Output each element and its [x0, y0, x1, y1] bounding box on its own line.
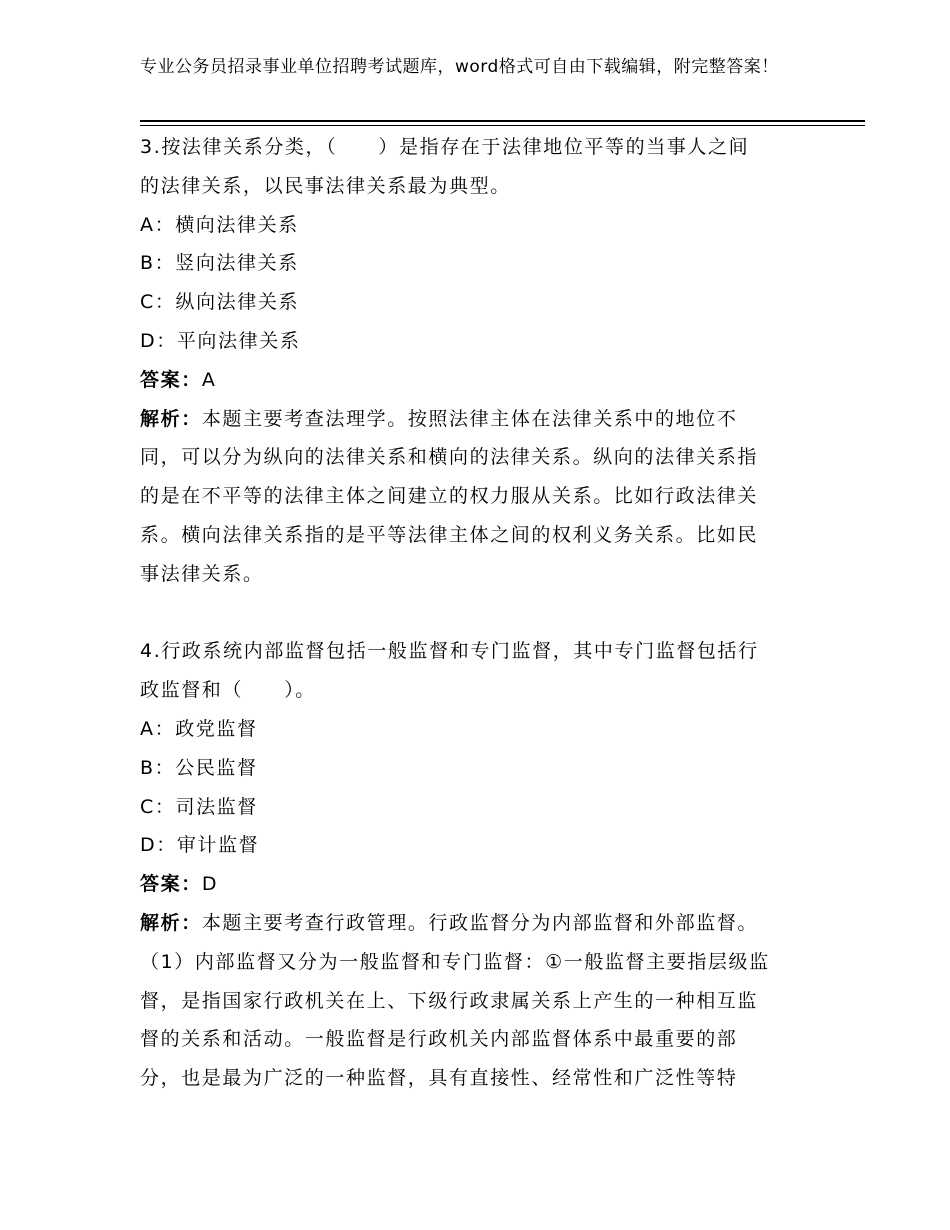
option-c: C：司法监督: [140, 795, 258, 818]
option-b: B：竖向法律关系: [140, 252, 299, 275]
question-3: [140, 128, 820, 594]
analysis-line: [140, 904, 820, 943]
header-text: 专业公务员招录事业单位招聘考试题库，word格式可自由下载编辑，附完整答案！: [140, 57, 779, 77]
answer-value: D: [201, 873, 219, 896]
question-content: [140, 128, 820, 1098]
analysis-line: 系。横向法律关系指的是平等法律主体之间的权利义务关系。比如民: [140, 523, 759, 546]
question-stem-line: 的法律关系，以民事法律关系最为典型。: [140, 174, 511, 197]
analysis-line: 督，是指国家行政机关在上、下级行政隶属关系上产生的一种相互监: [140, 989, 759, 1012]
analysis-line: 同，可以分为纵向的法律关系和横向的法律关系。纵向的法律关系指: [140, 446, 759, 469]
option-a: A：横向法律关系: [140, 213, 299, 236]
page-header: [140, 56, 790, 78]
analysis-line: 分，也是最为广泛的一种监督，具有直接性、经常性和广泛性等特: [140, 1067, 738, 1090]
analysis-line: 事法律关系。: [140, 562, 264, 585]
header-rule-thick: [140, 120, 865, 122]
option-d: D：平向法律关系: [140, 329, 301, 352]
question-stem-line: 政监督和（ ）。: [140, 679, 316, 702]
answer-line: [140, 865, 820, 904]
analysis-line: 督的关系和活动。一般监督是行政机关内部监督体系中最重要的部: [140, 1028, 738, 1051]
question-4: [140, 632, 820, 1098]
answer-label: 答案：: [140, 368, 202, 391]
answer-line: [140, 361, 820, 400]
option-b: B：公民监督: [140, 756, 258, 779]
analysis-text: 本题主要考查法理学。按照法律主体在法律关系中的地位不: [201, 407, 738, 430]
option-a: A：政党监督: [140, 717, 258, 740]
question-spacer: [140, 594, 820, 633]
question-stem-line: 4.行政系统内部监督包括一般监督和专门监督，其中专门监督包括行: [140, 640, 759, 663]
analysis-line: 的是在不平等的法律主体之间建立的权力服从关系。比如行政法律关: [140, 485, 759, 508]
analysis-label: 解析：: [140, 407, 202, 430]
analysis-line: （1）内部监督又分为一般监督和专门监督：①一般监督主要指层级监: [140, 950, 770, 973]
answer-value: A: [201, 368, 217, 391]
analysis-label: 解析：: [140, 911, 202, 934]
option-c: C：纵向法律关系: [140, 291, 300, 314]
answer-label: 答案：: [140, 873, 202, 896]
option-d: D：审计监督: [140, 834, 260, 857]
analysis-text: 本题主要考查行政管理。行政监督分为内部监督和外部监督。: [201, 911, 759, 934]
header-rule-thin: [140, 125, 865, 126]
analysis-line: [140, 400, 820, 439]
question-stem-line: 3.按法律关系分类，（ ）是指存在于法律地位平等的当事人之间: [140, 136, 750, 158]
